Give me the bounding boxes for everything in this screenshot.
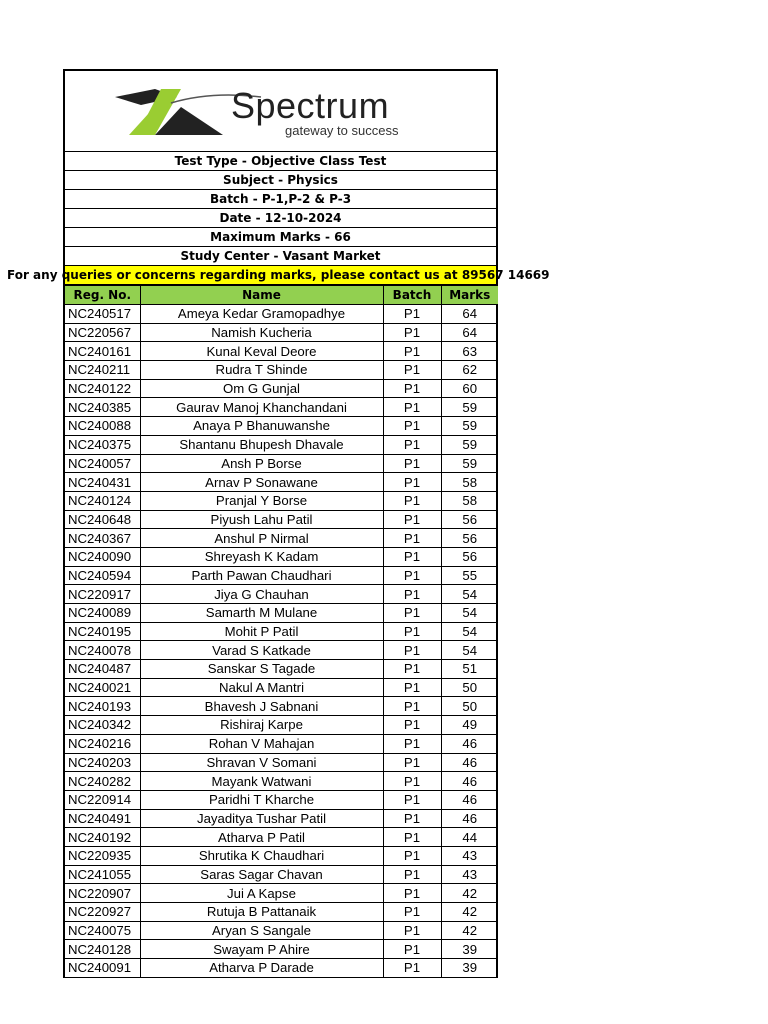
table-row	[65, 361, 498, 380]
name-cell: Jayaditya Tushar Patil	[140, 809, 383, 828]
batch-cell: P1	[383, 323, 441, 342]
batch-cell: P1	[383, 921, 441, 940]
marks-cell: 46	[441, 734, 498, 753]
marks-cell: 51	[441, 660, 498, 679]
result-sheet	[7, 69, 550, 978]
marks-cell: 49	[441, 716, 498, 735]
batch-cell: P1	[383, 342, 441, 361]
name-cell: Parth Pawan Chaudhari	[140, 566, 383, 585]
name-cell: Pranjal Y Borse	[140, 491, 383, 510]
marks-cell: 54	[441, 641, 498, 660]
table-row	[65, 473, 498, 492]
reg-no-cell: NC240487	[65, 660, 140, 679]
table-row	[65, 940, 498, 959]
batch-cell: P1	[383, 753, 441, 772]
batch-cell: P1	[383, 454, 441, 473]
reg-no-cell: NC240491	[65, 809, 140, 828]
table-row	[65, 660, 498, 679]
batch-cell: P1	[383, 529, 441, 548]
reg-no-cell: NC240075	[65, 921, 140, 940]
table-row	[65, 828, 498, 847]
table-header-row	[65, 286, 498, 305]
reg-no-cell: NC220567	[65, 323, 140, 342]
table-row	[65, 323, 498, 342]
name-cell: Arnav P Sonawane	[140, 473, 383, 492]
table-row	[65, 305, 498, 324]
header-name: Name	[140, 286, 383, 305]
marks-cell: 42	[441, 903, 498, 922]
table-row	[65, 734, 498, 753]
marks-cell: 64	[441, 305, 498, 324]
table-row	[65, 585, 498, 604]
reg-no-cell: NC220927	[65, 903, 140, 922]
table-row	[65, 846, 498, 865]
batch-info: Batch - P-1,P-2 & P-3	[65, 190, 496, 209]
logo-header	[65, 71, 496, 152]
marks-cell: 42	[441, 884, 498, 903]
batch-cell: P1	[383, 379, 441, 398]
table-row	[65, 697, 498, 716]
reg-no-cell: NC240128	[65, 940, 140, 959]
header-batch: Batch	[383, 286, 441, 305]
table-row	[65, 903, 498, 922]
batch-cell: P1	[383, 697, 441, 716]
table-row	[65, 809, 498, 828]
table-row	[65, 566, 498, 585]
table-row	[65, 435, 498, 454]
reg-no-cell: NC240124	[65, 491, 140, 510]
reg-no-cell: NC240078	[65, 641, 140, 660]
name-cell: Jiya G Chauhan	[140, 585, 383, 604]
marks-cell: 43	[441, 846, 498, 865]
marks-cell: 46	[441, 772, 498, 791]
name-cell: Sanskar S Tagade	[140, 660, 383, 679]
reg-no-cell: NC240648	[65, 510, 140, 529]
marks-table	[65, 285, 498, 978]
batch-cell: P1	[383, 361, 441, 380]
name-cell: Shreyash K Kadam	[140, 547, 383, 566]
name-cell: Aryan S Sangale	[140, 921, 383, 940]
test-type: Test Type - Objective Class Test	[65, 152, 496, 171]
table-row	[65, 921, 498, 940]
name-cell: Samarth M Mulane	[140, 604, 383, 623]
table-row	[65, 865, 498, 884]
batch-cell: P1	[383, 566, 441, 585]
header-reg-no: Reg. No.	[65, 286, 140, 305]
name-cell: Rishiraj Karpe	[140, 716, 383, 735]
marks-cell: 42	[441, 921, 498, 940]
reg-no-cell: NC240195	[65, 622, 140, 641]
table-row	[65, 753, 498, 772]
batch-cell: P1	[383, 959, 441, 978]
marks-cell: 39	[441, 959, 498, 978]
batch-cell: P1	[383, 473, 441, 492]
reg-no-cell: NC240192	[65, 828, 140, 847]
name-cell: Om G Gunjal	[140, 379, 383, 398]
name-cell: Ameya Kedar Gramopadhye	[140, 305, 383, 324]
reg-no-cell: NC240089	[65, 604, 140, 623]
reg-no-cell: NC240375	[65, 435, 140, 454]
contact-notice	[7, 266, 550, 285]
name-cell: Paridhi T Kharche	[140, 790, 383, 809]
study-center: Study Center - Vasant Market	[65, 247, 496, 266]
maximum-marks: Maximum Marks - 66	[65, 228, 496, 247]
table-row	[65, 491, 498, 510]
reg-no-cell: NC240342	[65, 716, 140, 735]
batch-cell: P1	[383, 809, 441, 828]
reg-no-cell: NC220935	[65, 846, 140, 865]
name-cell: Shrutika K Chaudhari	[140, 846, 383, 865]
table-row	[65, 641, 498, 660]
brand-tagline: gateway to success	[285, 123, 399, 138]
name-cell: Anshul P Nirmal	[140, 529, 383, 548]
name-cell: Swayam P Ahire	[140, 940, 383, 959]
reg-no-cell: NC240057	[65, 454, 140, 473]
contact-notice-text: For any queries or concerns regarding marks, please contact us at 89567 14669	[7, 268, 550, 282]
table-row	[65, 510, 498, 529]
reg-no-cell: NC220914	[65, 790, 140, 809]
reg-no-cell: NC240090	[65, 547, 140, 566]
marks-cell: 64	[441, 323, 498, 342]
marks-cell: 63	[441, 342, 498, 361]
name-cell: Rudra T Shinde	[140, 361, 383, 380]
batch-cell: P1	[383, 772, 441, 791]
marks-cell: 46	[441, 753, 498, 772]
name-cell: Piyush Lahu Patil	[140, 510, 383, 529]
table-row	[65, 398, 498, 417]
table-row	[65, 884, 498, 903]
batch-cell: P1	[383, 865, 441, 884]
marks-cell: 58	[441, 491, 498, 510]
name-cell: Anaya P Bhanuwanshe	[140, 417, 383, 436]
brand-name: Spectrum	[231, 85, 390, 126]
name-cell: Nakul A Mantri	[140, 678, 383, 697]
marks-cell: 50	[441, 678, 498, 697]
marks-cell: 54	[441, 604, 498, 623]
reg-no-cell: NC240594	[65, 566, 140, 585]
reg-no-cell: NC240367	[65, 529, 140, 548]
name-cell: Rohan V Mahajan	[140, 734, 383, 753]
batch-cell: P1	[383, 678, 441, 697]
test-date: Date - 12-10-2024	[65, 209, 496, 228]
batch-cell: P1	[383, 903, 441, 922]
batch-cell: P1	[383, 790, 441, 809]
table-row	[65, 772, 498, 791]
batch-cell: P1	[383, 547, 441, 566]
name-cell: Saras Sagar Chavan	[140, 865, 383, 884]
table-row	[65, 716, 498, 735]
name-cell: Kunal Keval Deore	[140, 342, 383, 361]
batch-cell: P1	[383, 622, 441, 641]
batch-cell: P1	[383, 734, 441, 753]
batch-cell: P1	[383, 940, 441, 959]
marks-cell: 59	[441, 454, 498, 473]
batch-cell: P1	[383, 828, 441, 847]
header-marks: Marks	[441, 286, 498, 305]
reg-no-cell: NC240385	[65, 398, 140, 417]
marks-cell: 62	[441, 361, 498, 380]
name-cell: Shravan V Somani	[140, 753, 383, 772]
subject: Subject - Physics	[65, 171, 496, 190]
reg-no-cell: NC240021	[65, 678, 140, 697]
table-row	[65, 622, 498, 641]
table-row	[65, 959, 498, 978]
table-row	[65, 454, 498, 473]
reg-no-cell: NC241055	[65, 865, 140, 884]
table-row	[65, 604, 498, 623]
batch-cell: P1	[383, 435, 441, 454]
batch-cell: P1	[383, 398, 441, 417]
marks-cell: 39	[441, 940, 498, 959]
marks-cell: 56	[441, 510, 498, 529]
marks-cell: 54	[441, 622, 498, 641]
name-cell: Bhavesh J Sabnani	[140, 697, 383, 716]
marks-cell: 59	[441, 435, 498, 454]
batch-cell: P1	[383, 641, 441, 660]
batch-cell: P1	[383, 846, 441, 865]
reg-no-cell: NC240088	[65, 417, 140, 436]
name-cell: Mohit P Patil	[140, 622, 383, 641]
table-row	[65, 342, 498, 361]
table-row	[65, 529, 498, 548]
name-cell: Mayank Watwani	[140, 772, 383, 791]
marks-cell: 59	[441, 417, 498, 436]
name-cell: Shantanu Bhupesh Dhavale	[140, 435, 383, 454]
marks-cell: 54	[441, 585, 498, 604]
table-row	[65, 547, 498, 566]
reg-no-cell: NC240091	[65, 959, 140, 978]
marks-cell: 58	[441, 473, 498, 492]
reg-no-cell: NC220917	[65, 585, 140, 604]
reg-no-cell: NC240517	[65, 305, 140, 324]
reg-no-cell: NC240122	[65, 379, 140, 398]
reg-no-cell: NC240203	[65, 753, 140, 772]
reg-no-cell: NC240216	[65, 734, 140, 753]
reg-no-cell: NC240193	[65, 697, 140, 716]
batch-cell: P1	[383, 491, 441, 510]
marks-cell: 56	[441, 547, 498, 566]
name-cell: Jui A Kapse	[140, 884, 383, 903]
reg-no-cell: NC240431	[65, 473, 140, 492]
name-cell: Varad S Katkade	[140, 641, 383, 660]
batch-cell: P1	[383, 585, 441, 604]
reg-no-cell: NC240211	[65, 361, 140, 380]
marks-cell: 46	[441, 809, 498, 828]
batch-cell: P1	[383, 510, 441, 529]
marks-cell: 50	[441, 697, 498, 716]
name-cell: Gaurav Manoj Khanchandani	[140, 398, 383, 417]
name-cell: Ansh P Borse	[140, 454, 383, 473]
table-row	[65, 790, 498, 809]
table-row	[65, 678, 498, 697]
reg-no-cell: NC240282	[65, 772, 140, 791]
table-row	[65, 379, 498, 398]
marks-cell: 59	[441, 398, 498, 417]
batch-cell: P1	[383, 305, 441, 324]
marks-cell: 56	[441, 529, 498, 548]
marks-cell: 60	[441, 379, 498, 398]
batch-cell: P1	[383, 660, 441, 679]
name-cell: Atharva P Patil	[140, 828, 383, 847]
marks-cell: 55	[441, 566, 498, 585]
batch-cell: P1	[383, 716, 441, 735]
name-cell: Rutuja B Pattanaik	[140, 903, 383, 922]
marks-cell: 46	[441, 790, 498, 809]
batch-cell: P1	[383, 604, 441, 623]
reg-no-cell: NC240161	[65, 342, 140, 361]
batch-cell: P1	[383, 884, 441, 903]
name-cell: Namish Kucheria	[140, 323, 383, 342]
name-cell: Atharva P Darade	[140, 959, 383, 978]
reg-no-cell: NC220907	[65, 884, 140, 903]
marks-cell: 43	[441, 865, 498, 884]
batch-cell: P1	[383, 417, 441, 436]
table-row	[65, 417, 498, 436]
marks-cell: 44	[441, 828, 498, 847]
